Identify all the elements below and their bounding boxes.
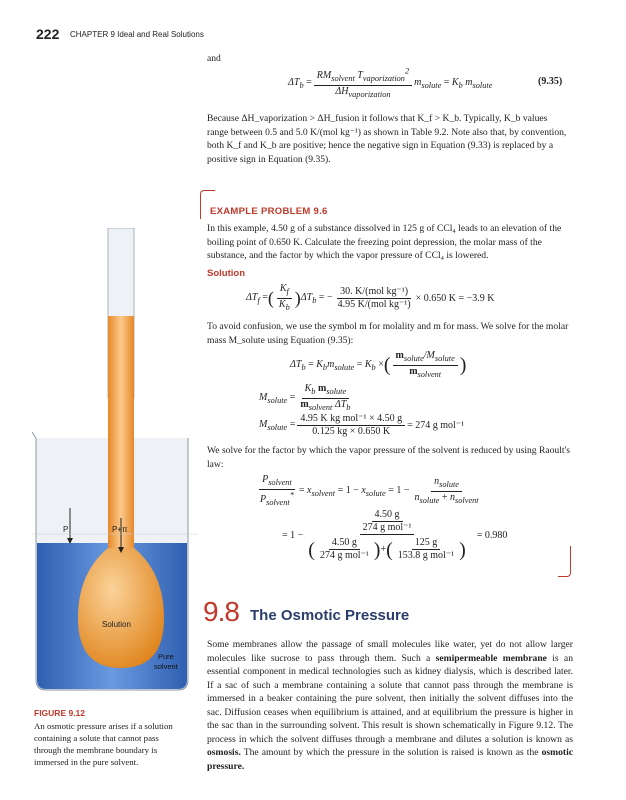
osmotic-para-2: is an essential component in medical technologies such as kidney dialysis, which is described later. If a sac of such a membrane containing a solute that cannot pass through the membrane is immersed in a beaker containing the pure solvent, then initially the solvent diffuses into the sac. Diffusion ceases when equilibrium is attained, and at equilibrium the pressure is higher in the sac than in the surrounding solvent. This result is shown schematically in Figure 9.12. The process in which the solvent diffuses through a membrane and dilutes a solution is known as <box>207 652 573 745</box>
example-problem-text: In this example, 4.50 g of a substance dissolved in 125 g of CCl₄ leads to an elevation of the boiling point of 0.650 K. Calculate the freezing point depression, the molar mass of the substance, and the factor by which the vapor pressure of CCl₄ is lowered. <box>207 223 562 261</box>
equation-boiling: $\Delta T_b = K_bm_{solute} = K_b$ × ( $\frac{m_{solute}/M_{solute}}{m_{solvent}}$ ) <box>290 350 467 379</box>
eq6-top-denominator: 274 g mol⁻¹ <box>362 522 412 533</box>
page-number: 222 <box>36 26 60 42</box>
label-p: P <box>63 525 69 534</box>
eq6-top-numerator: 4.50 g <box>372 509 403 522</box>
section-title: The Osmotic Pressure <box>250 607 410 624</box>
eq4-denominator: 0.125 kg × 0.650 K <box>312 426 391 437</box>
term-semipermeable: semipermeable membrane <box>435 652 547 664</box>
eq6-result: = 0.980 <box>476 530 508 541</box>
osmosis-figure <box>28 228 198 698</box>
eq6-b-numerator: 125 g <box>412 537 441 550</box>
equation-number: (9.35) <box>538 76 563 87</box>
osmotic-paragraph <box>207 638 573 773</box>
label-solvent: solvent <box>154 662 178 671</box>
equation-molar-mass: $M_{solute}$ = $\frac{K_b m_{solute}}{m_{solvent} \Delta T_b}$ <box>259 383 351 412</box>
osmotic-para-1: Some membranes allow the passage of small molecules like water, yet do not allow larger molecules like sucrose to pass through them. Such a <box>207 639 573 664</box>
figure-label: FIGURE 9.12 <box>34 708 86 718</box>
eq1-result: × 0.650 K = −3.9 K <box>415 293 495 304</box>
eq6-b-denominator: 153.8 g mol⁻¹ <box>397 550 455 561</box>
eq1-numerator: 30. K/(mol kg⁻¹) <box>337 286 411 299</box>
term-osmosis: osmosis. <box>207 747 241 758</box>
label-p-pi: P+π <box>112 525 128 534</box>
eq6-a-denominator: 274 g mol⁻¹ <box>319 550 369 561</box>
label-solution: Solution <box>102 620 131 629</box>
eq4-numerator: 4.95 K kg mol⁻¹ × 4.50 g <box>297 413 405 426</box>
section-number: 9.8 <box>203 596 239 627</box>
confusion-paragraph: To avoid confusion, we use the symbol m for molality and m for mass. We solve for the molar mass M_solute using Equation (9.35): <box>207 321 569 346</box>
term-osmotic-pressure: osmotic pressure. <box>207 747 573 772</box>
example-end-bracket <box>558 546 571 577</box>
chapter-title: CHAPTER 9 Ideal and Real Solutions <box>70 30 204 39</box>
equation-raoult: $\frac{P_{solvent}}{P_{solvent}^*}$ = $x_{solvent} = 1 - x_{solute} = 1$ − $\frac{n_{solute}}{n_{solute} + n_{solvent}}$ <box>260 474 479 508</box>
eq4-result: = 274 g mol⁻¹ <box>407 420 465 431</box>
equation-freezing: $\Delta T_f$ = ( $\frac{K_f}{K_b}$ ) $\Delta T_b$ = − $\frac{\text{30. K/(mol kg⁻¹)}}{\text{4.95 K/(mol kg⁻¹)}}$ × 0.650 K = −3.9 K <box>246 283 495 312</box>
eq1-denominator: 4.95 K/(mol kg⁻¹) <box>337 299 411 310</box>
osmotic-para-3: The amount by which the pressure in the solution is raised is known as the <box>240 747 542 758</box>
label-pure: Pure <box>158 652 174 661</box>
solution-label: Solution <box>207 268 245 279</box>
equation-9-35: $\Delta T_b$ = $\frac{RM_{solvent} T_{vaporization}^2}{\Delta H_{vaporization}}$ $m_{solute} = K_b$ $m_{solute}$ <box>288 67 493 100</box>
because-paragraph: Because ΔH_vaporization > ΔH_fusion it follows that K_f > K_b. Typically, K_b values range between 0.5 and 5.0 K/(mol kg⁻¹) as shown in Table 9.2. Note also that, by convention, both K_f and K_b are positive; hence the negative sign in Equation (9.33) is replaced by a positive sign in Equation (9.35). <box>207 113 567 165</box>
figure-caption: An osmotic pressure arises if a solution containing a solute that cannot pass through the membrane boundary is immersed in the pure solvent. <box>34 721 173 767</box>
equation-molar-mass-value: $M_{solute}$ = $\frac{\text{4.95 K kg mol⁻¹ × 4.50 g}}{0.125 kg \times 0.650 K}$ = 274 g mol⁻¹ <box>259 413 465 437</box>
example-title: EXAMPLE PROBLEM 9.6 <box>210 206 328 217</box>
and-word: and <box>207 53 221 64</box>
raoult-paragraph: We solve for the factor by which the vapor pressure of the solvent is reduced by using Raoult's law: <box>207 445 571 470</box>
eq6-a-numerator: 4.50 g <box>329 537 360 550</box>
equation-vapor-factor: = 1 − 4.50 g 274 g mol⁻¹ ( $\frac{4.50 g}{\text{274 g mol⁻¹}}$ ) + ( $\frac{125 g}{\text{153.8 g mol⁻¹}}$ ) = 0.980 <box>282 509 508 561</box>
